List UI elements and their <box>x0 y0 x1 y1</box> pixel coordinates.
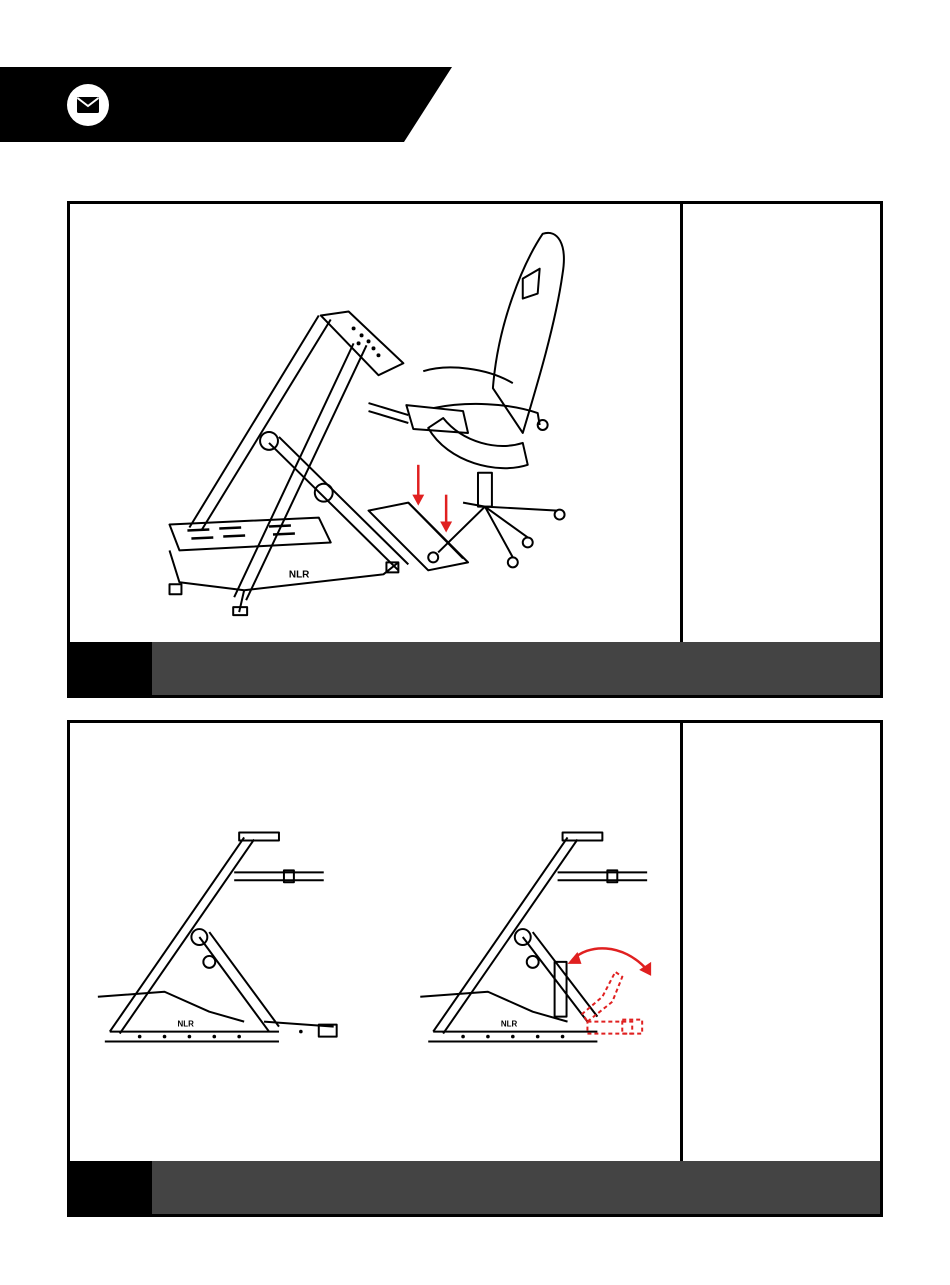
step-caption-bar-1 <box>70 642 880 695</box>
step-number-badge-2 <box>70 1161 152 1214</box>
brand-mark-left: NLR <box>177 1019 194 1029</box>
mail-icon <box>67 84 109 126</box>
step-sidebar-2 <box>680 723 880 1161</box>
step-panel-2 <box>67 720 883 1217</box>
pedal-adjust-illustration <box>70 723 677 1161</box>
brand-mark-right: NLR <box>500 1019 518 1029</box>
chair-mount-illustration <box>70 204 677 642</box>
step-caption-bar-2 <box>70 1161 880 1214</box>
step-sidebar-1 <box>680 204 880 642</box>
step-number-badge-1 <box>70 642 152 695</box>
step-panel-1 <box>67 201 883 698</box>
brand-mark: NLR <box>288 569 310 581</box>
